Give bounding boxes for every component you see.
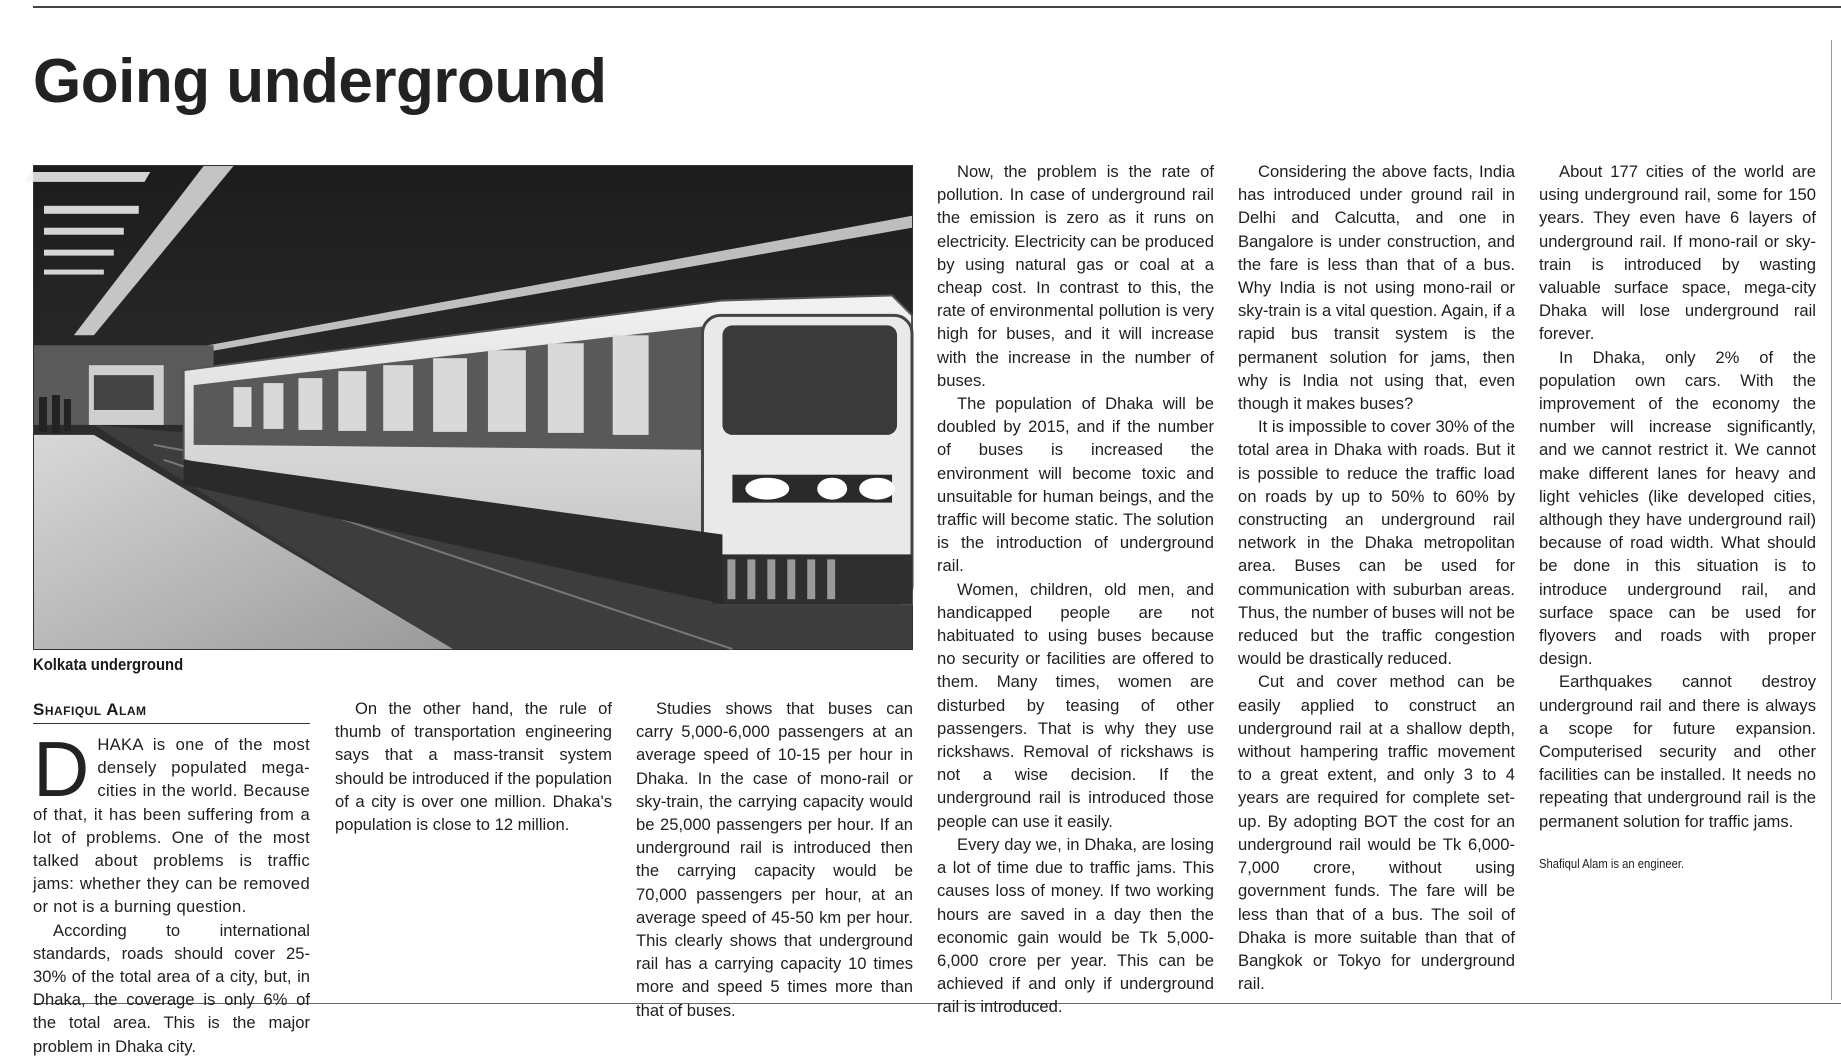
train-photo [33, 165, 913, 650]
paragraph-14: Earthquakes cannot destroy underground rail and there is always a scope for future expansion. Computerised security and other facilities can be installed. It needs no repeating that underground rail is the permanent solution for traffic jams. [1539, 672, 1816, 831]
article-column-1 [33, 725, 310, 1058]
paragraph-7: Women, children, old men, and handicapped people are not habituated to using buses because no security or facilities are offered to them. Many times, women are disturbed by teasing of other passengers. That is why they use rickshaws. Removal of rickshaws is not a wise decision. If the underground rail is introduced those people can use it easily. [937, 579, 1214, 831]
photo-caption: Kolkata underground [33, 656, 184, 674]
paragraph-1: HAKA is one of the most densely populated mega-cities in the world. Because of that, it has been suffering from a lot of problems. One of the most talked about problems is traffic jams: whether they can be removed or not is a burning question. [33, 735, 310, 917]
paragraph-3: On the other hand, the rule of thumb of transportation engineering says that a mass-transit system should be introduced if the population of a city is over one million. Dhaka's population is close to 12 million. [335, 699, 612, 835]
paragraph-9: Considering the above facts, India has introduced under ground rail in Delhi and Calcutta, and one in Bangalore is under construction, and the fare is less than that of a bus. Why India is not using mono-rail or sky-train is a vital question. Again, if a rapid bus transit system is the permanent solution for jams, then why is India not using that, even though it makes buses? [1238, 162, 1515, 414]
article-column-4 [937, 160, 1214, 1019]
paragraph-2: According to international standards, roads should cover 25-30% of the total area of a city, but, in Dhaka, the coverage is only 6% of the total area. This is the major problem in Dhaka city. [33, 920, 310, 1056]
paragraph-11: Cut and cover method can be easily applied to construct an underground rail at a shallow depth, without hampering traffic movement to a great extent, and only 3 to 4 years are required for complete set-up. By adopting BOT the cost for an underground rail would be Tk 6,000-7,000 crore, without using government funds. The fare will be less than that of a bus. The soil of Dhaka is more suitable than that of Bangkok or Tokyo for underground rail. [1238, 672, 1515, 994]
headline: Going underground [33, 47, 607, 116]
paragraph-8: Every day we, in Dhaka, are losing a lot of time due to traffic jams. This causes loss of money. If two working hours are saved in a day then the economic gain would be Tk 5,000-6,000 crore per year. This can be achieved if and only if underground rail is introduced. [937, 834, 1214, 1017]
article-column-5 [1238, 160, 1515, 995]
paragraph-6: The population of Dhaka will be doubled by 2015, and if the number of buses is increased the environment will become toxic and unsuitable for human beings, and the traffic will become static. The solution is the introduction of underground rail. [937, 394, 1214, 576]
article-column-6 [1539, 160, 1816, 876]
paragraph-4: Studies shows that buses can carry 5,000-6,000 passengers at an average speed of 10-15 per hour in Dhaka. In the case of mono-rail or sky-train, the carrying capacity would be 25,000 passengers per hour. If an underground rail is introduced then the carrying capacity would be 70,000 passengers per hour, at an average speed of 45-50 km per hour. This clearly shows that underground rail has a carrying capacity 10 times more and speed 5 times more than that of buses. [636, 699, 913, 1020]
paragraph-12: About 177 cities of the world are using underground rail, some for 150 years. They even have 6 layers of underground rail. If mono-rail or sky-train is introduced by wasting valuable surface space, mega-city Dhaka will lose underground rail forever. [1539, 162, 1816, 344]
paragraph-13: In Dhaka, only 2% of the population own cars. With the improvement of the economy the number will increase significantly, and we cannot restrict it. We cannot make different lanes for heavy and light vehicles (like developed cities, although they have underground rail) because of road width. What should be done in this situation is to introduce underground rail, and surface space can be used for flyovers and roads with proper design. [1539, 347, 1816, 669]
article-column-3 [636, 697, 913, 1022]
drop-cap: D [33, 725, 90, 813]
paragraph-5: Now, the problem is the rate of pollution. In case of underground rail the emission is zero as it runs on electricity. Electricity can be produced by using natural gas or coal at a cheap cost. In contrast to this, the rate of environmental pollution is very high for buses, and it will increase with the increase in the number of buses. [937, 162, 1214, 390]
underground-train-illustration [34, 166, 912, 649]
article-column-2 [335, 697, 612, 836]
right-rule [1831, 40, 1832, 1000]
paragraph-10: It is impossible to cover 30% of the total area in Dhaka with roads. But it is possible to reduce the traffic load on roads by up to 50% to 60% by constructing an underground rail network in the Dhaka metropolitan area. Buses can be used for communication with suburban areas. Thus, the number of buses will not be reduced but the traffic congestion would be drastically reduced. [1238, 417, 1515, 669]
byline: Shafiqul Alam [33, 700, 310, 724]
author-note: Shafiqul Alam is an engineer. [1539, 856, 1685, 871]
top-rule [33, 6, 1841, 8]
